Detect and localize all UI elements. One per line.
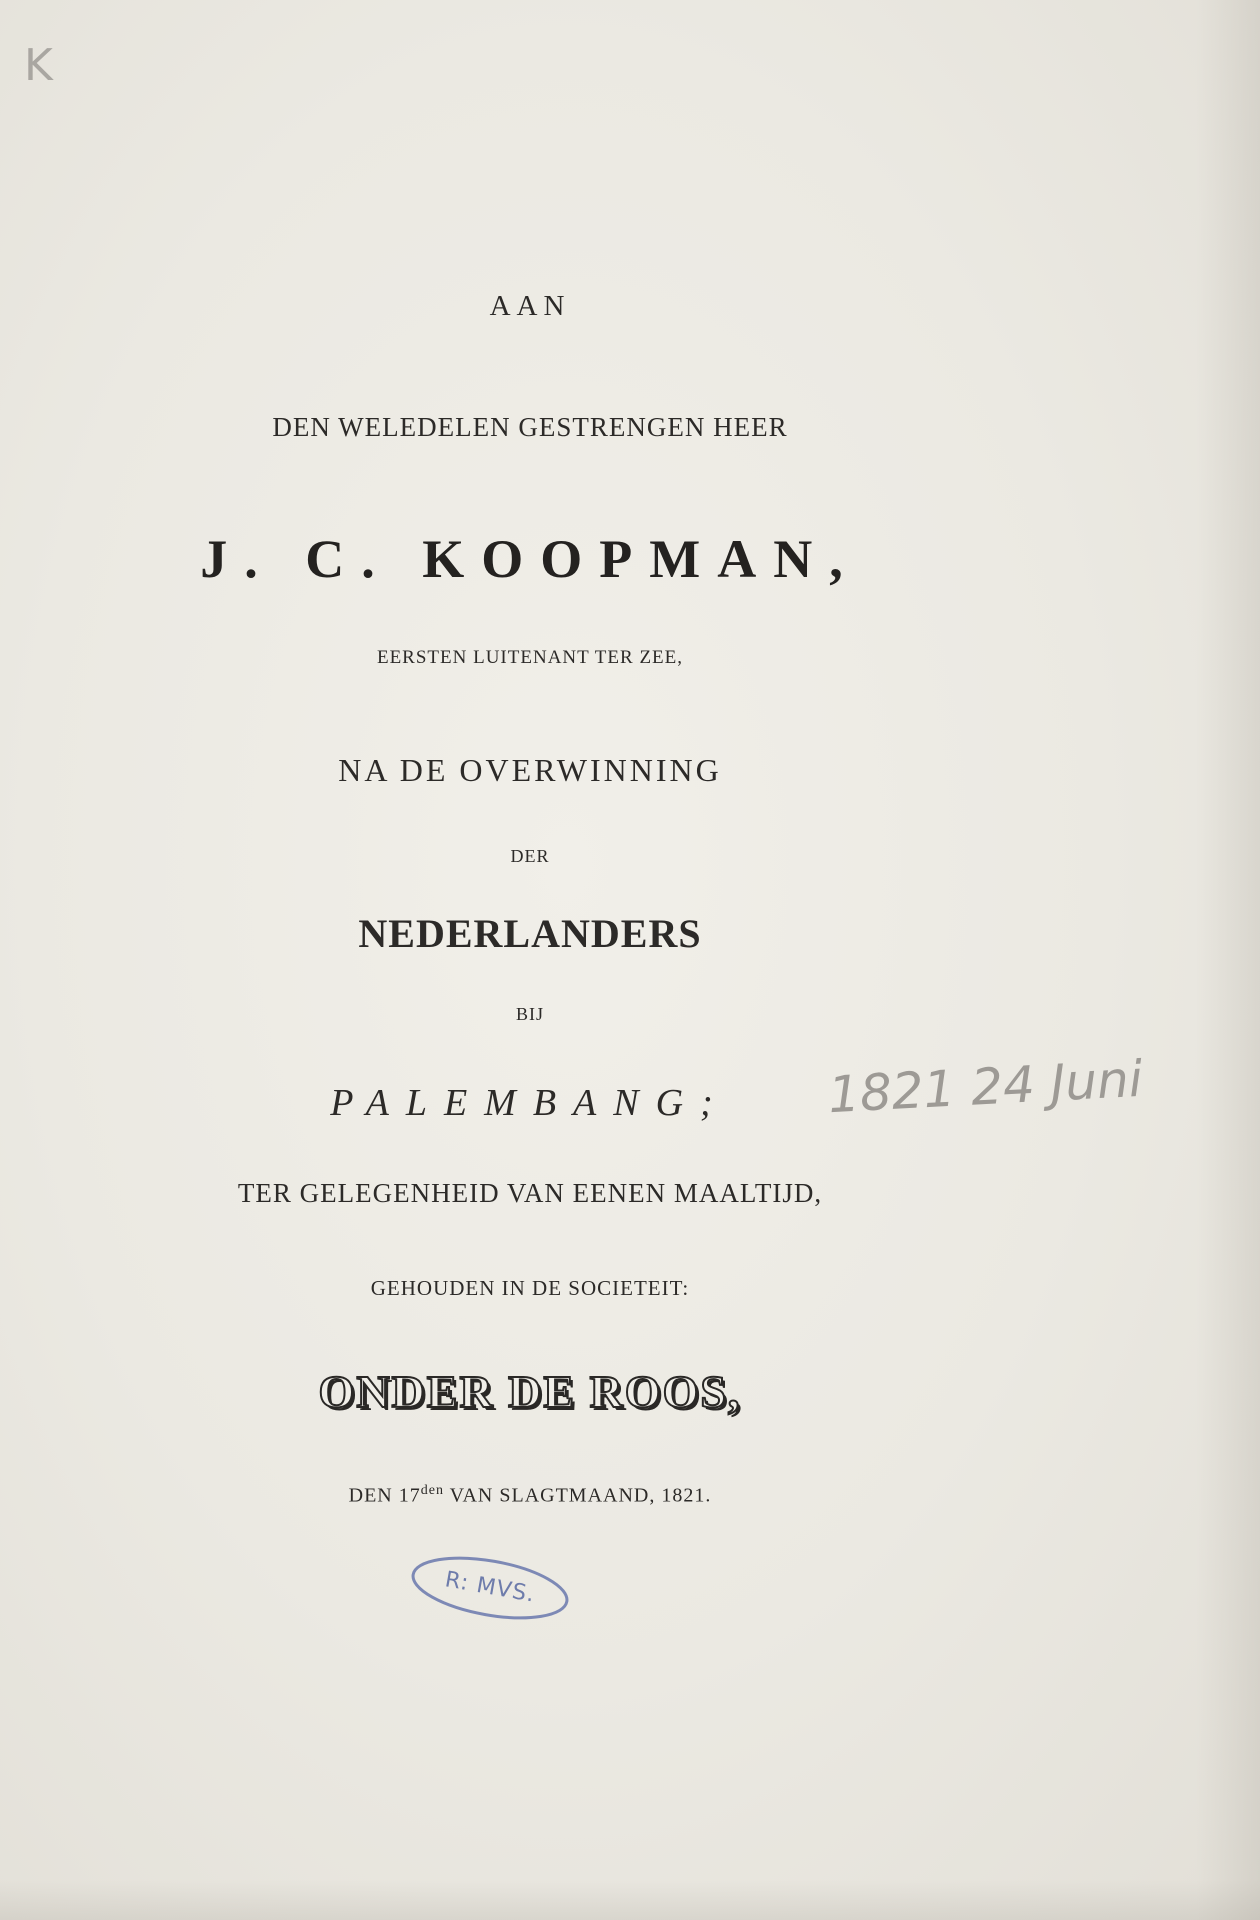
library-stamp xyxy=(404,1542,577,1634)
addressee-title: DEN WELEDELEN GESTRENGEN HEER xyxy=(272,412,788,442)
event-line: TER GELEGENHEID VAN EENEN MAALTIJD, xyxy=(237,1178,823,1208)
addressee-name: J. C. KOOPMAN, xyxy=(200,529,860,589)
place-line: PALEMBANG; xyxy=(330,1082,730,1124)
date-suffix: VAN SLAGTMAAND, 1821. xyxy=(443,1484,712,1507)
heading-to: AAN xyxy=(489,290,571,322)
held-line: GEHOUDEN IN DE SOCIETEIT: xyxy=(370,1276,690,1300)
pencil-date-note: 1821 24 Juni xyxy=(826,1049,1144,1125)
pencil-mark-k: K xyxy=(24,40,53,91)
stamp-text: R: MVS. xyxy=(443,1567,538,1608)
connector-bij: BIJ xyxy=(515,1004,544,1024)
date-superscript: den xyxy=(420,1483,444,1498)
page-edge-shadow xyxy=(1196,0,1260,1920)
date-prefix: DEN 17 xyxy=(348,1484,421,1507)
addressee-rank: EERSTEN LUITENANT TER ZEE, xyxy=(376,647,684,668)
connector-der: DER xyxy=(510,846,550,866)
society-name: ONDER DE ROOS, xyxy=(318,1366,742,1417)
nation-line: NEDERLANDERS xyxy=(358,911,702,956)
page-bottom-shadow xyxy=(0,1880,1260,1920)
occasion-line: NA DE OVERWINNING xyxy=(338,752,722,788)
date-line xyxy=(0,1483,1060,1508)
